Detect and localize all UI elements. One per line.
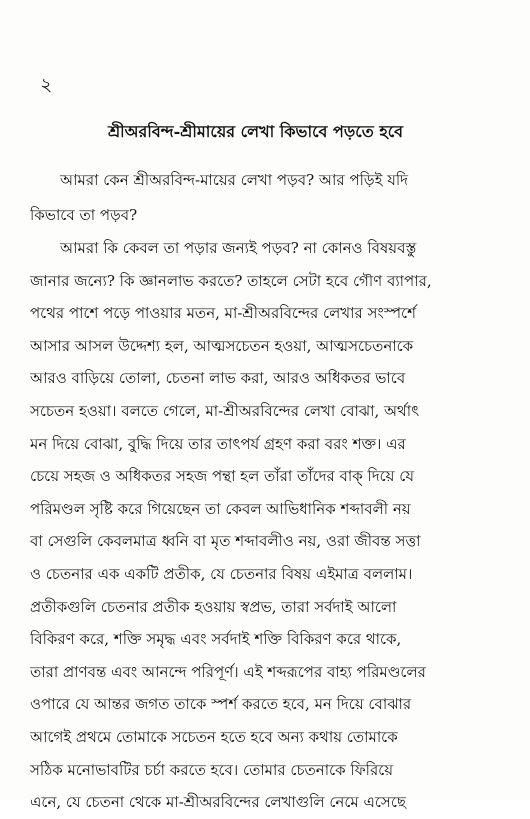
- paragraph-1: [30, 163, 516, 233]
- text-line: আমরা কি কেবল তা পড়ার জন্যই পড়ব? না কোনও বিষয়বস্তু: [60, 239, 417, 257]
- text-line: পরিমণ্ডল সৃষ্টি করে গিয়েছেন তা কেবল আভিধানিক শব্দাবলী নয়: [30, 499, 411, 518]
- text-line: আমরা কেন শ্রীঅরবিন্দ-মায়ের লেখা পড়ব? আর পড়িই যদি: [60, 171, 409, 189]
- text-line: কিভাবে তা পড়ব?: [30, 206, 138, 224]
- text-line: ওপারে যে আন্তর জগত তাকে স্পর্শ করতে হবে, মন দিয়ে বোঝার: [30, 695, 412, 714]
- text-line: বা সেগুলি কেবলমাত্র ধ্বনি বা মৃত শব্দাবলীও নয়, ওরা জীবন্ত সত্তা: [30, 532, 421, 551]
- text-line: আগেই প্রথমে তোমাকে সচেতন হতে হবে অন্য কথায় তোমাকে: [30, 727, 398, 746]
- page-number: ২: [40, 74, 53, 96]
- text-line: পথের পাশে পড়ে পাওয়ার মতন, মা-শ্রীঅরবিন্দের লেখার সংস্পর্শে: [30, 304, 416, 323]
- paragraph-2: [30, 232, 516, 819]
- text-line: বিকিরণ করে, শক্তি সমৃদ্ধ এবং সর্বদাই শক্তি বিকিরণ করে থাকে,: [30, 630, 402, 649]
- text-line: সচেতন হওয়া। বলতে গেলে, মা-শ্রীঅরবিন্দের লেখা বোঝা, অর্থাৎ: [30, 401, 420, 420]
- text-line: আসার আসল উদ্দেশ্য হল, আত্মসচেতন হওয়া, আত্মসচেতনাকে: [30, 336, 414, 355]
- text-line: সঠিক মনোভাবটির চর্চা করতে হবে। তোমার চেতনাকে ফিরিয়ে: [30, 760, 394, 779]
- text-line: এনে, যে চেতনা থেকে মা-শ্রীঅরবিন্দের লেখাগুলি নেমে এসেছে: [30, 793, 406, 812]
- text-line: ও চেতনার এক একটি প্রতীক, যে চেতনার বিষয় এইমাত্র বললাম।: [30, 564, 413, 583]
- text-line: চেয়ে সহজ ও অধিকতর সহজ পন্থা হল তাঁরা তাঁদের বাক্ দিয়ে যে: [30, 467, 415, 486]
- text-line: আরও বাড়িয়ে তোলা, চেতনা লাভ করা, আরও অধিকতর ভাবে: [30, 369, 406, 388]
- text-line: প্রতীকগুলি চেতনার প্রতীক হওয়ায় স্বপ্রভ, তারা সর্বদাই আলো: [30, 597, 397, 616]
- text-line: মন দিয়ে বোঝা, বুদ্ধি দিয়ে তার তাৎপর্য গ্রহণ করা বরং শক্ত। এর: [30, 434, 406, 453]
- text-line: জানার জন্যে? কি জ্ঞানলাভ করতে? তাহলে সেটা হবে গৌণ ব্যাপার,: [30, 271, 432, 290]
- text-line: তারা প্রাণবন্ত এবং আনন্দে পরিপূর্ণ। এই শব্দরূপের বাহ্য পরিমণ্ডলের: [30, 662, 426, 681]
- chapter-title: শ্রীঅরবিন্দ-শ্রীমায়ের লেখা কিভাবে পড়তে হবে: [108, 122, 404, 141]
